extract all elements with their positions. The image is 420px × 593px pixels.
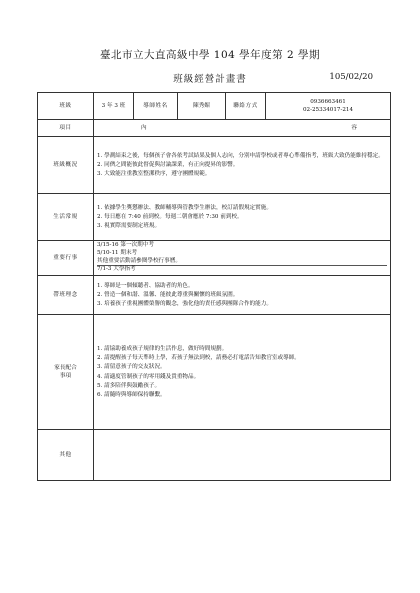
routine-label: 生活常規 bbox=[38, 194, 94, 241]
overview-label: 班級概況 bbox=[38, 137, 94, 194]
contact-phone-mobile: 0936663461 bbox=[310, 98, 346, 105]
events-content bbox=[94, 241, 391, 276]
overview-item: 3. 大致能注重教室整潔秩序，遵守團體規範。 bbox=[97, 171, 211, 178]
overview-item: 1. 學測結束之後，每個孩子會各依考試結果及個人志向，分別申請學校或者專心準備指考，班級大致仍能維持穩定。 bbox=[97, 152, 384, 159]
parents-label-line2: 事項 bbox=[59, 373, 72, 379]
philosophy-content bbox=[94, 276, 391, 315]
routine-row bbox=[38, 194, 391, 241]
content-label-left: 內 bbox=[141, 125, 147, 131]
overview-item: 2. 同儕之間能彼此督促與討論課業，有正向提昇的影響。 bbox=[97, 161, 239, 168]
other-row bbox=[38, 430, 391, 481]
routine-item: 1. 依據學生獎懲辦法、教師輔導與管教學生辦法，校訂請假規定實施。 bbox=[97, 204, 272, 211]
plan-date: 105/02/20 bbox=[329, 72, 373, 82]
other-content bbox=[94, 430, 391, 481]
plan-title: 班級經營計畫書 bbox=[173, 74, 247, 85]
parents-item: 5. 請多陪伴與鼓勵孩子。 bbox=[97, 382, 161, 389]
teacher-value: 陳秀媚 bbox=[178, 93, 226, 120]
parents-item: 1. 請協助養成孩子規律的生活作息，做好時間規劃。 bbox=[97, 346, 228, 353]
overview-content bbox=[94, 137, 391, 194]
parents-item: 6. 請隨時與導師保持聯繫。 bbox=[97, 391, 166, 398]
class-info-row bbox=[38, 93, 391, 120]
events-row bbox=[38, 241, 391, 276]
events-label: 重要行事 bbox=[38, 241, 94, 276]
philosophy-label: 帶班理念 bbox=[38, 276, 94, 315]
philosophy-item: 1. 導師是一個傾聽者、協助者的角色。 bbox=[97, 282, 194, 289]
routine-item: 2. 每日應在 7:40 前到校。每週二朝會應於 7:30 前到校。 bbox=[97, 213, 243, 220]
class-value: 3 年 3 班 bbox=[94, 93, 134, 120]
table-head-row bbox=[38, 120, 391, 137]
parents-content bbox=[94, 315, 391, 430]
plan-table bbox=[37, 92, 391, 481]
event-item: 其他重要活動請參閱學校行事曆。 bbox=[97, 257, 181, 264]
contact-label: 聯絡方式 bbox=[226, 93, 266, 120]
routine-item: 3. 視實際需要制定班規。 bbox=[97, 223, 161, 230]
class-label: 班級 bbox=[38, 93, 94, 120]
routine-content bbox=[94, 194, 391, 241]
parents-label bbox=[38, 315, 94, 430]
event-item: 5/10-11 期末考 bbox=[97, 249, 138, 256]
philosophy-item: 3. 培養孩子重視團體榮譽的觀念，強化他的責任感與團隊合作的能力。 bbox=[97, 301, 272, 308]
parents-item: 2. 請提醒孩子每天準時上學，若孩子無法到校，請務必打電話告知教官室或導師。 bbox=[97, 355, 300, 362]
philosophy-item: 2. 營造一個和諧、溫馨、能彼此尊重與關懷的班級氛圍。 bbox=[97, 291, 239, 298]
philosophy-row bbox=[38, 276, 391, 315]
parents-label-line1: 家長配合 bbox=[54, 364, 77, 371]
event-item: 3/15-16 第一次期中考 bbox=[97, 242, 154, 249]
teacher-label: 導師姓名 bbox=[134, 93, 178, 120]
contact-value bbox=[266, 93, 391, 120]
parents-item: 3. 請留意孩子的交友狀況。 bbox=[97, 364, 166, 371]
other-label: 其他 bbox=[38, 430, 94, 481]
content-label-right: 容 bbox=[351, 125, 357, 131]
contact-phone-office: 02-25334017-214 bbox=[302, 107, 354, 113]
parents-item: 4. 請適度管制孩子的零用錢及貴重物品。 bbox=[97, 373, 200, 380]
event-item: 7/1-3 大學指考 bbox=[97, 265, 387, 274]
school-title: 臺北市立大直高級中學 104 學年度第 2 學期 bbox=[99, 49, 321, 61]
parents-row bbox=[38, 315, 391, 430]
item-column-label: 項目 bbox=[38, 120, 94, 137]
content-column-head bbox=[94, 120, 391, 137]
overview-row bbox=[38, 137, 391, 194]
